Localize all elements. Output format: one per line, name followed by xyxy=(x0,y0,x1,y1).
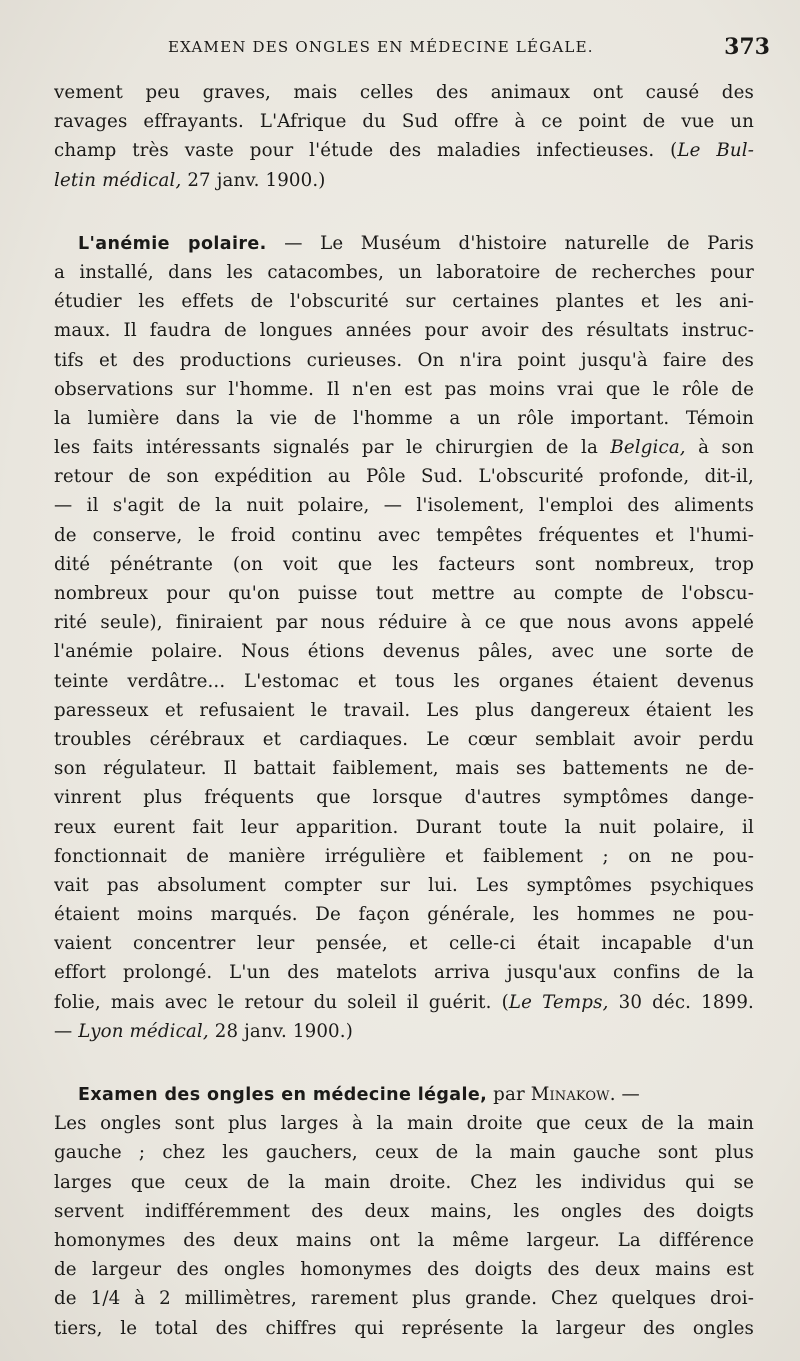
text-fragment: les faits intéressants signalés par le chirurgien de la xyxy=(54,437,611,459)
text-line: étudier les effets de l'obscurité sur certaines plantes et les ani- xyxy=(54,291,754,313)
text-line: larges que ceux de la main droite. Chez les individus qui se xyxy=(54,1171,754,1193)
text-fragment: champ très vaste pour l'étude des maladies infectieuses. ( xyxy=(54,140,678,162)
ship-name: Belgica, xyxy=(610,437,686,459)
section-examen-ongles xyxy=(54,1080,754,1343)
running-head: EXAMEN DES ONGLES EN MÉDECINE LÉGALE. xyxy=(168,38,594,56)
text-line: effort prolongé. L'un des matelots arriva jusqu'aux confins de la xyxy=(54,962,754,984)
text-line: homonymes des deux mains ont la même largeur. La différence xyxy=(54,1229,754,1251)
text-line: fonctionnait de manière irrégulière et faiblement ; on ne pou- xyxy=(54,845,754,867)
text-line: — il s'agit de la nuit polaire, — l'isolement, l'emploi des aliments xyxy=(54,495,754,517)
text-fragment: folie, mais avec le retour du soleil il guérit. ( xyxy=(54,991,509,1013)
text-line xyxy=(54,433,754,462)
text-line: retour de son expédition au Pôle Sud. L'obscurité profonde, dit-il, xyxy=(54,466,754,488)
page-body xyxy=(54,78,754,1343)
citation-journal: letin médical, xyxy=(54,169,182,191)
text-fragment: à son xyxy=(685,437,754,459)
page-number: 373 xyxy=(724,34,770,60)
text-line xyxy=(54,1017,754,1046)
text-line: dité pénétrante (on voit que les facteurs sont nombreux, trop xyxy=(54,553,754,575)
text-line: de 1/4 à 2 millimètres, rarement plus grande. Chez quelques droi- xyxy=(54,1288,754,1310)
paragraph-continuation xyxy=(54,78,754,195)
text-line: nombreux pour qu'on puisse tout mettre au compte de l'obscu- xyxy=(54,583,754,604)
author-name: Minakow. xyxy=(530,1084,616,1105)
citation-journal: Le Temps, xyxy=(508,991,609,1013)
text-line: étaient moins marqués. De façon générale, les hommes ne pou- xyxy=(54,904,754,926)
text-line xyxy=(54,229,754,258)
text-line: tiers, le total des chiffres qui représente la largeur des ongles xyxy=(54,1317,754,1339)
text-line xyxy=(54,166,754,195)
text-line xyxy=(54,136,754,165)
section-gap xyxy=(54,1046,754,1080)
text-fragment: 27 janv. 1900.) xyxy=(181,169,326,191)
text-line: teinte verdâtre... L'estomac et tous les organes étaient devenus xyxy=(54,670,754,692)
text-line: observations sur l'homme. Il n'en est pas moins vrai que le rôle de xyxy=(54,378,754,400)
text-line: l'anémie polaire. Nous étions devenus pâles, avec une sorte de xyxy=(54,641,754,663)
text-line: Les ongles sont plus larges à la main droite que ceux de la main xyxy=(54,1113,754,1135)
text-line: vement peu graves, mais celles des animaux ont causé des xyxy=(54,82,754,103)
page-header xyxy=(140,34,780,70)
text-line: rité seule), finiraient par nous réduire à ce que nous avons appelé xyxy=(54,612,754,634)
text-line: tifs et des productions curieuses. On n'ira point jusqu'à faire des xyxy=(54,349,754,371)
text-line: de conserve, le froid continu avec tempêtes fréquentes et l'humi- xyxy=(54,524,754,546)
text-line: troubles cérébraux et cardiaques. Le cœur semblait avoir perdu xyxy=(54,728,754,750)
text-fragment: 30 déc. 1899. xyxy=(608,991,754,1013)
text-line: vaient concentrer leur pensée, et celle-ci était incapable d'un xyxy=(54,933,754,955)
section-gap xyxy=(54,195,754,229)
text-fragment: — xyxy=(54,1020,79,1042)
text-line: maux. Il faudra de longues années pour avoir des résultats instruc- xyxy=(54,320,754,342)
text-line: reux eurent fait leur apparition. Durant toute la nuit polaire, il xyxy=(54,816,754,838)
text-line: ravages effrayants. L'Afrique du Sud offre à ce point de vue un xyxy=(54,111,754,133)
text-fragment: — xyxy=(615,1084,640,1105)
text-line: paresseux et refusaient le travail. Les plus dangereux étaient les xyxy=(54,699,754,721)
citation-journal: Lyon médical, xyxy=(78,1020,209,1042)
section-title: Examen des ongles en médecine légale, xyxy=(78,1085,488,1105)
text-line: a installé, dans les catacombes, un laboratoire de recherches pour xyxy=(54,261,754,283)
text-line xyxy=(54,988,754,1017)
citation-journal: Le Bul- xyxy=(677,140,754,162)
text-fragment: 28 janv. 1900.) xyxy=(208,1020,353,1042)
text-line: la lumière dans la vie de l'homme a un rôle important. Témoin xyxy=(54,407,754,429)
section-title: L'anémie polaire. xyxy=(78,233,267,254)
text-line: vait pas absolument compter sur lui. Les symptômes psychiques xyxy=(54,874,754,896)
text-line: vinrent plus fréquents que lorsque d'autres symptômes dange- xyxy=(54,787,754,809)
text-line: servent indifféremment des deux mains, les ongles des doigts xyxy=(54,1200,754,1222)
text-fragment: par xyxy=(487,1084,531,1105)
text-line xyxy=(54,1080,754,1109)
text-line: son régulateur. Il battait faiblement, mais ses battements ne de- xyxy=(54,758,754,780)
section-anemie-polaire xyxy=(54,229,754,1046)
text-line: gauche ; chez les gauchers, ceux de la main gauche sont plus xyxy=(54,1142,754,1164)
text-line: de largeur des ongles homonymes des doigts des deux mains est xyxy=(54,1259,754,1281)
text-fragment: — Le Muséum d'histoire naturelle de Paris xyxy=(266,232,754,254)
